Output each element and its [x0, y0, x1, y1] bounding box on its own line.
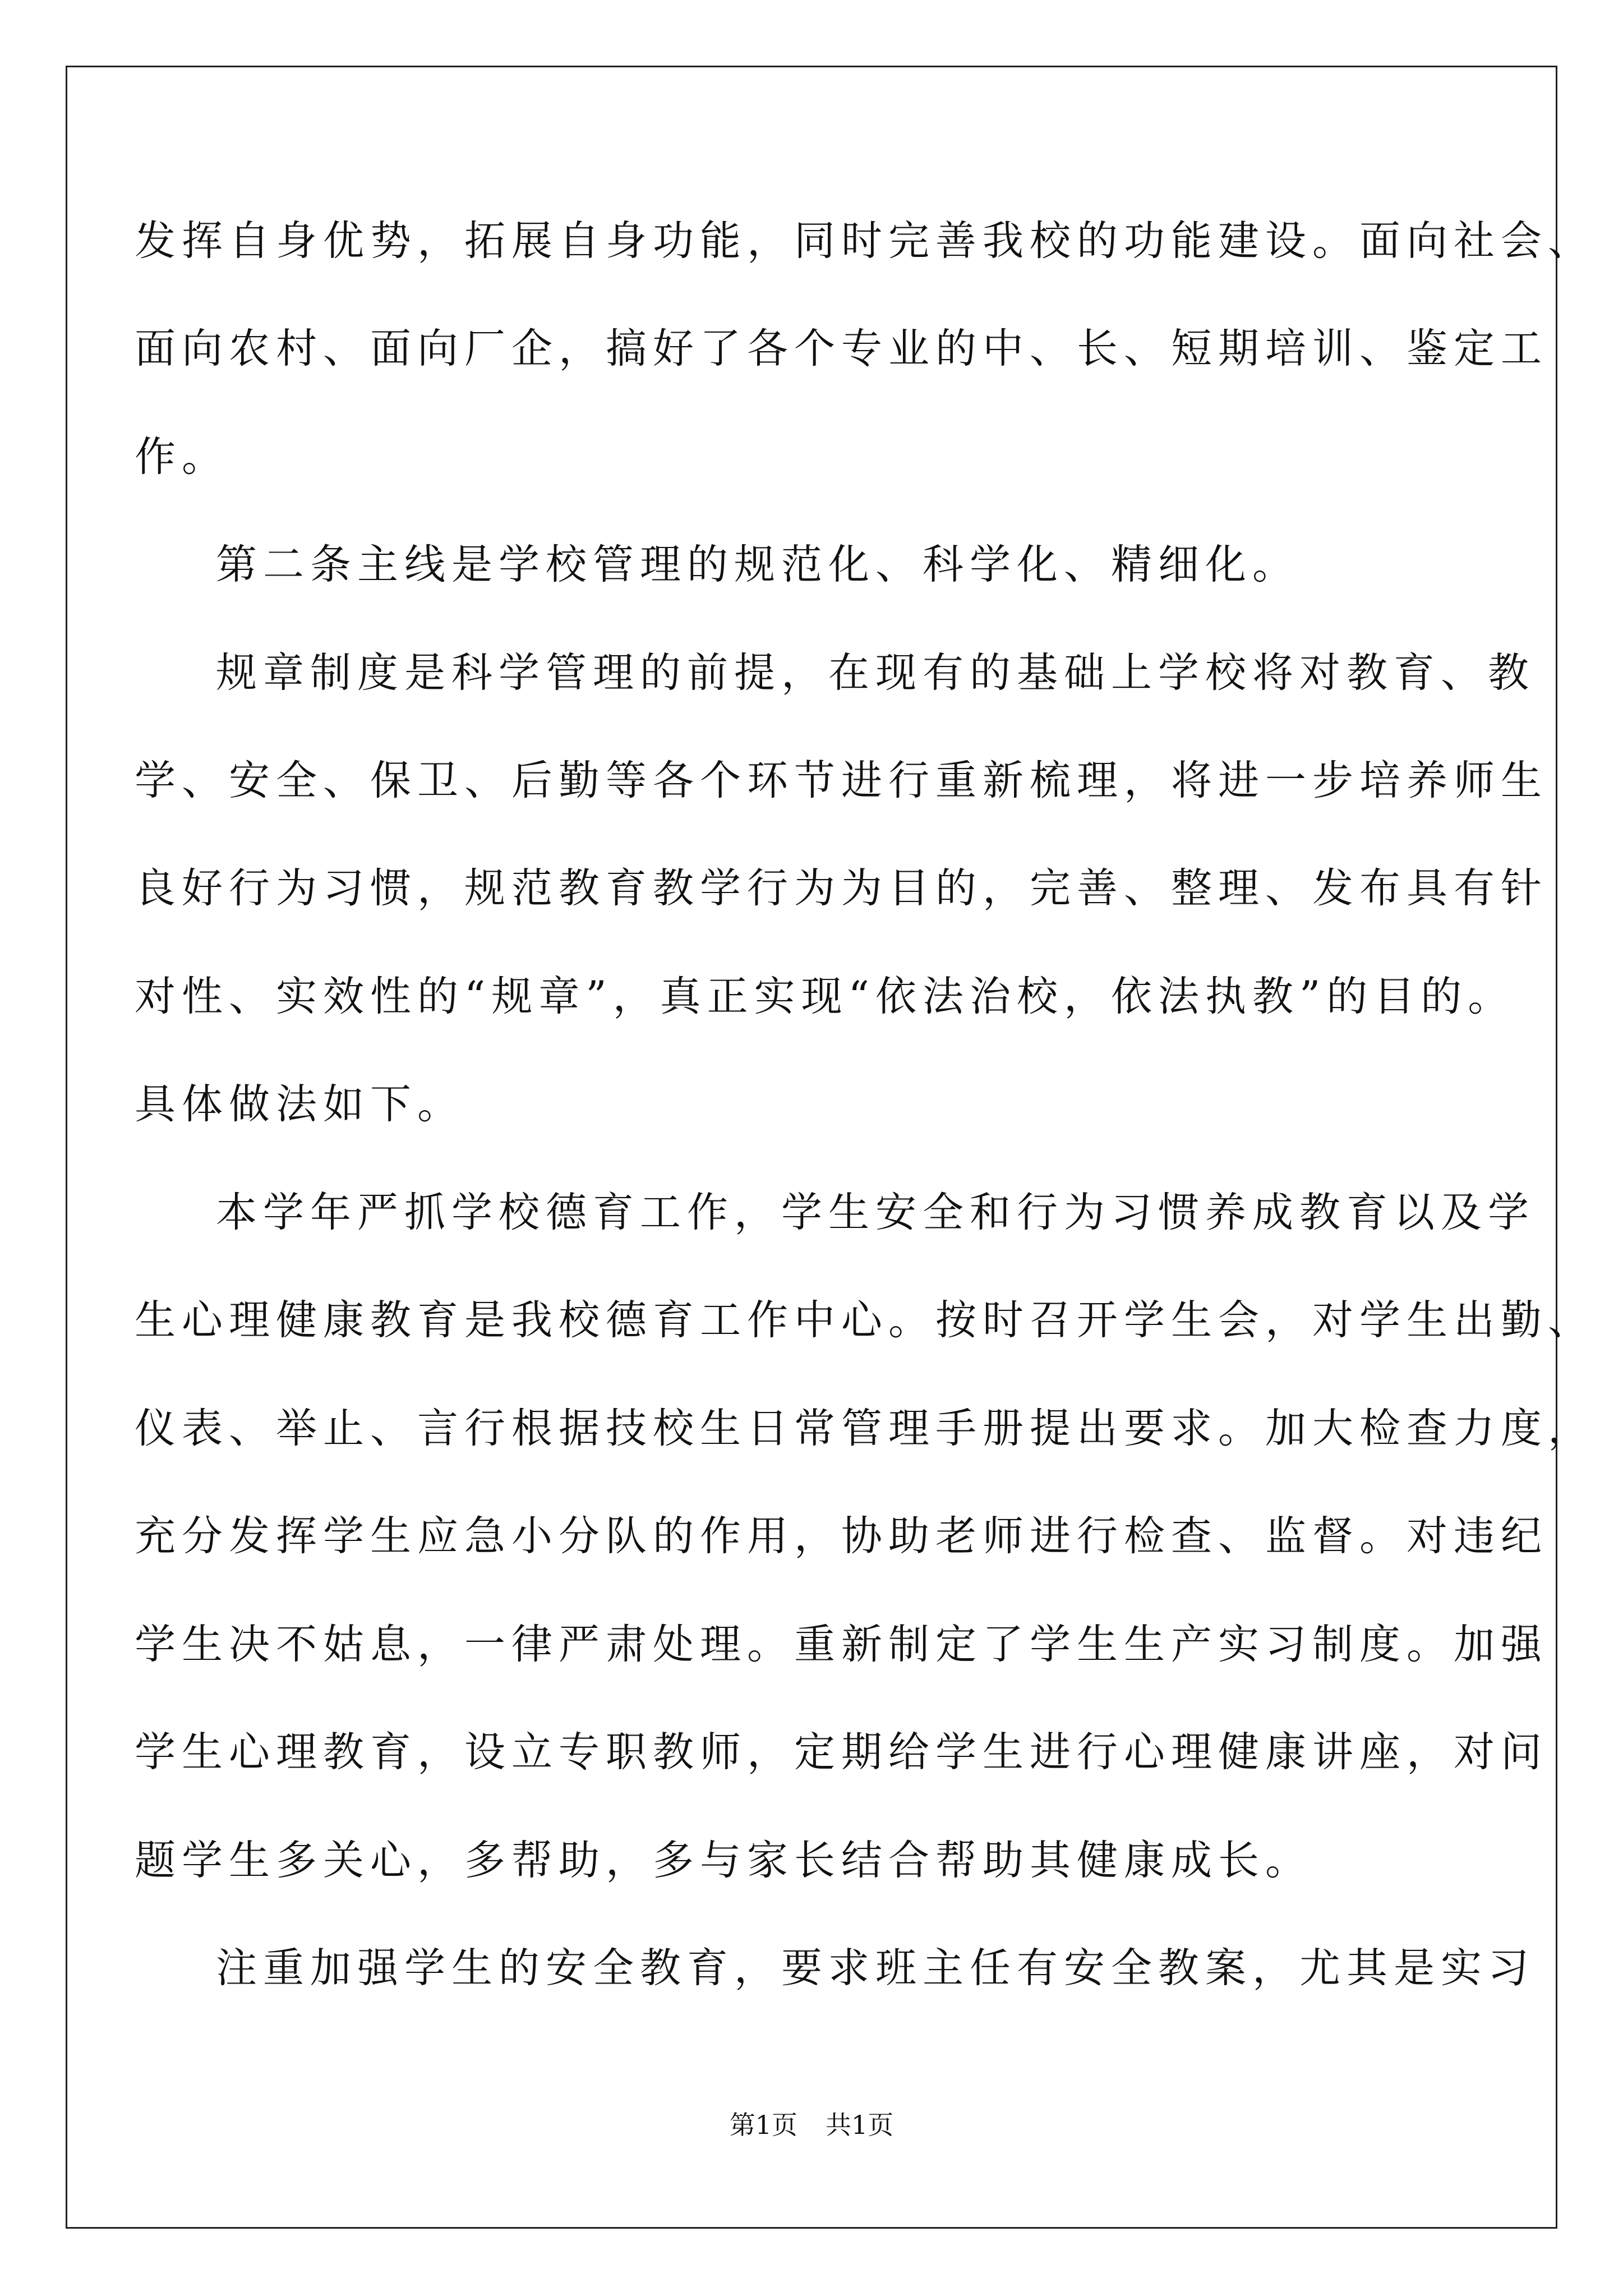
text-line: 面向农村、面向厂企，搞好了各个专业的中、长、短期培训、鉴定工	[135, 325, 1548, 372]
text-line: 良好行为习惯，规范教育教学行为为目的，完善、整理、发布具有针	[135, 864, 1548, 912]
text-line: 作。	[135, 433, 229, 481]
paragraph-first-line: 注重加强学生的安全教育，要求班主任有安全教案，尤其是实习	[216, 1944, 1535, 1992]
text-line: 发挥自身优势，拓展自身功能，同时完善我校的功能建设。面向社会、	[135, 217, 1595, 265]
paragraph-first-line: 第二条主线是学校管理的规范化、科学化、精细化。	[216, 541, 1299, 588]
paragraph-first-line: 本学年严抓学校德育工作，学生安全和行为习惯养成教育以及学	[216, 1189, 1535, 1236]
text-line: 对性、实效性的“规章”，真正实现“依法治校，依法执教”的目的。	[135, 973, 1515, 1020]
text-line: 仪表、举止、言行根据技校生日常管理手册提出要求。加大检查力度，	[135, 1405, 1595, 1452]
page-footer	[0, 2108, 1623, 2142]
text-line: 题学生多关心，多帮助，多与家长结合帮助其健康成长。	[135, 1837, 1312, 1884]
text-line: 具体做法如下。	[135, 1080, 464, 1128]
page-number: 第1页	[729, 2110, 797, 2140]
text-line: 学生心理教育，设立专职教师，定期给学生进行心理健康讲座，对问	[135, 1728, 1548, 1776]
paragraph-first-line: 规章制度是科学管理的前提，在现有的基础上学校将对教育、教	[216, 649, 1535, 697]
page-total: 共1页	[826, 2110, 894, 2140]
text-line: 学、安全、保卫、后勤等各个环节进行重新梳理，将进一步培养师生	[135, 757, 1548, 804]
text-line: 充分发挥学生应急小分队的作用，协助老师进行检查、监督。对违纪	[135, 1512, 1548, 1560]
text-line: 生心理健康教育是我校德育工作中心。按时召开学生会，对学生出勤、	[135, 1296, 1595, 1344]
text-line: 学生决不姑息，一律严肃处理。重新制定了学生生产实习制度。加强	[135, 1621, 1548, 1668]
page-border	[66, 66, 1557, 2229]
